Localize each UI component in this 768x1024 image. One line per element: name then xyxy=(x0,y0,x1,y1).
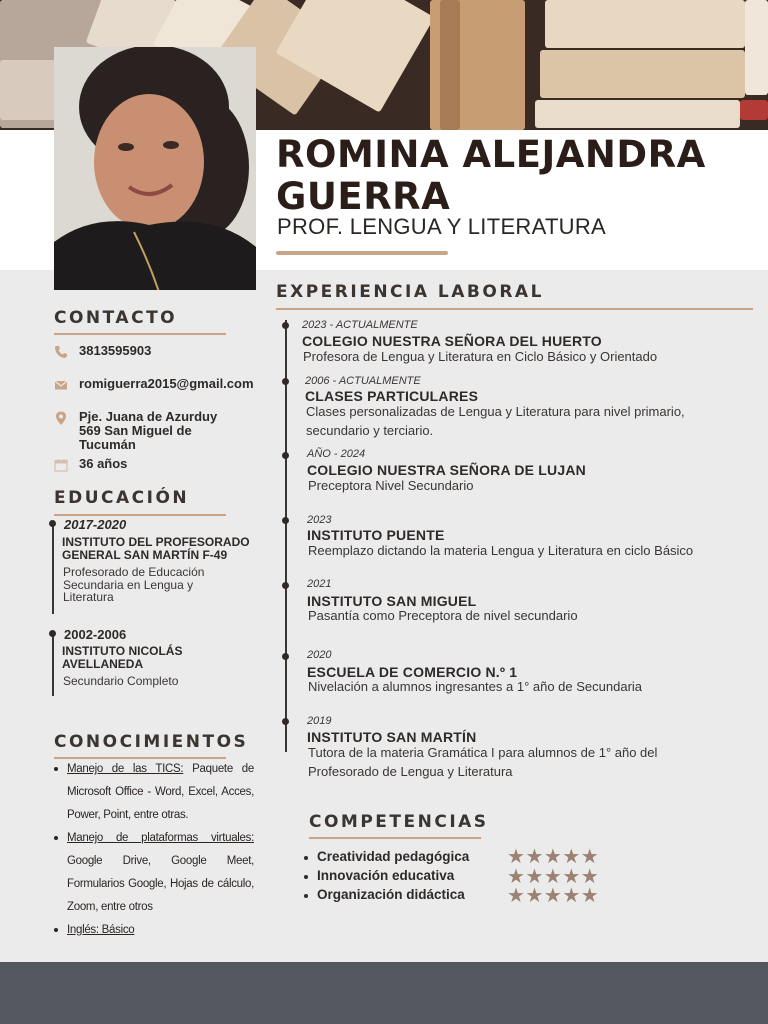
timeline-dot xyxy=(282,378,289,385)
star-icon: ★ xyxy=(580,885,599,907)
star-icon: ★ xyxy=(543,866,562,888)
contact-phone xyxy=(54,344,151,359)
skills-title: COMPETENCIAS xyxy=(309,812,489,832)
experience-description: Reemplazo dictando la materia Lengua y Literatura en ciclo Básico xyxy=(308,543,694,558)
skill-item: Creatividad pedagógica xyxy=(317,849,470,864)
knowledge-item: Manejo de plataformas virtuales: Google Drive, Google Meet, Formularios Google, Hojas de cálculo, Zoom, entre otros xyxy=(54,827,254,919)
education-institution: INSTITUTO NICOLÁS AVELLANEDA xyxy=(62,644,183,671)
experience-date: 2019 xyxy=(307,715,332,727)
experience-description: Nivelación a alumnos ingresantes a 1° año de Secundaria xyxy=(308,679,643,694)
timeline-dot xyxy=(282,452,289,459)
timeline-dot xyxy=(282,582,289,589)
experience-date: AÑO - 2024 xyxy=(307,448,366,460)
star-icon: ★ xyxy=(562,885,581,907)
skill-rating xyxy=(507,866,599,888)
timeline-dot xyxy=(282,322,289,329)
star-icon: ★ xyxy=(543,885,562,907)
star-icon: ★ xyxy=(507,846,525,868)
star-icon: ★ xyxy=(580,866,599,888)
email-address[interactable]: romiguerra2015@gmail.com xyxy=(79,376,254,391)
profile-photo xyxy=(54,47,256,290)
timeline-dot xyxy=(49,630,56,637)
knowledge-item: Manejo de las TICS: Paquete de Microsoft Office - Word, Excel, Acces, Power, Point, entre otras. xyxy=(54,758,254,827)
experience-date: 2023 - ACTUALMENTE xyxy=(302,319,418,331)
knowledge-title: CONOCIMIENTOS xyxy=(54,732,249,752)
footer-band xyxy=(0,962,768,1024)
age-text: 36 años xyxy=(79,456,128,471)
experience-description: Tutora de la materia Gramática I para alumnos de 1° año del Profesorado de Lengua y Literatura xyxy=(308,745,658,779)
experience-description: Profesora de Lengua y Literatura en Ciclo Básico y Orientado xyxy=(303,349,658,364)
mail-icon xyxy=(54,378,68,392)
education-years: 2002-2006 xyxy=(64,627,127,642)
knowledge-item: Inglés: Básico xyxy=(54,919,254,942)
star-icon: ★ xyxy=(525,846,544,868)
star-icon: ★ xyxy=(525,866,544,888)
profession-underline xyxy=(276,251,448,255)
experience-divider xyxy=(276,308,753,310)
calendar-icon xyxy=(54,458,68,472)
experience-title: EXPERIENCIA LABORAL xyxy=(276,282,544,302)
contact-address xyxy=(54,410,217,452)
experience-date: 2021 xyxy=(307,578,332,590)
education-institution: INSTITUTO DEL PROFESORADO GENERAL SAN MARTÍN F-49 xyxy=(62,535,250,562)
contact-title: CONTACTO xyxy=(54,308,178,328)
education-divider xyxy=(54,514,226,516)
contact-email xyxy=(54,377,254,392)
experience-date: 2020 xyxy=(307,649,332,661)
experience-title-item: INSTITUTO SAN MARTÍN xyxy=(307,729,477,745)
skill-rating xyxy=(507,885,599,907)
timeline-dot xyxy=(49,520,56,527)
contact-age xyxy=(54,457,127,472)
star-icon: ★ xyxy=(580,846,599,868)
full-name: ROMINA ALEJANDRA GUERRA xyxy=(276,133,706,218)
education-timeline-line xyxy=(52,634,54,696)
experience-date: 2006 - ACTUALMENTE xyxy=(305,375,421,387)
star-icon: ★ xyxy=(543,846,562,868)
timeline-dot xyxy=(282,718,289,725)
star-icon: ★ xyxy=(525,885,544,907)
phone-icon xyxy=(54,345,68,359)
experience-date: 2023 xyxy=(307,514,332,526)
skill-item: Organización didáctica xyxy=(317,887,465,902)
experience-description: Clases personalizadas de Lengua y Literatura para nivel primario, secundario y terciario. xyxy=(306,404,685,438)
experience-description: Pasantía como Preceptora de nivel secundario xyxy=(308,608,578,623)
experience-title-item: COLEGIO NUESTRA SEÑORA DE LUJAN xyxy=(307,462,586,478)
timeline-dot xyxy=(282,653,289,660)
star-icon: ★ xyxy=(562,846,581,868)
experience-title-item: ESCUELA DE COMERCIO N.º 1 xyxy=(307,664,518,680)
knowledge-list xyxy=(54,758,254,942)
education-years: 2017-2020 xyxy=(64,517,127,532)
skill-item: Innovación educativa xyxy=(317,868,455,883)
phone-number[interactable]: 3813595903 xyxy=(79,343,152,358)
address-text: Pje. Juana de Azurduy 569 San Miguel de Tucumán xyxy=(79,409,218,452)
education-description: Secundario Completo xyxy=(63,674,179,688)
contact-divider xyxy=(54,333,226,335)
experience-description: Preceptora Nivel Secundario xyxy=(308,478,474,493)
experience-title-item: CLASES PARTICULARES xyxy=(305,388,479,404)
location-pin-icon xyxy=(54,411,68,425)
education-description: Profesorado de Educación Secundaria en Lengua y Literatura xyxy=(63,565,205,604)
star-icon: ★ xyxy=(507,885,525,907)
education-timeline-line xyxy=(52,524,54,614)
skills-divider xyxy=(309,837,481,839)
skill-rating xyxy=(507,846,599,868)
experience-title-item: INSTITUTO SAN MIGUEL xyxy=(307,593,477,609)
experience-title-item: INSTITUTO PUENTE xyxy=(307,527,445,543)
profession: PROF. LENGUA Y LITERATURA xyxy=(277,214,607,239)
star-icon: ★ xyxy=(507,866,525,888)
education-title: EDUCACIÓN xyxy=(54,488,190,508)
timeline-dot xyxy=(282,517,289,524)
star-icon: ★ xyxy=(562,866,581,888)
experience-title-item: COLEGIO NUESTRA SEÑORA DEL HUERTO xyxy=(302,333,602,349)
